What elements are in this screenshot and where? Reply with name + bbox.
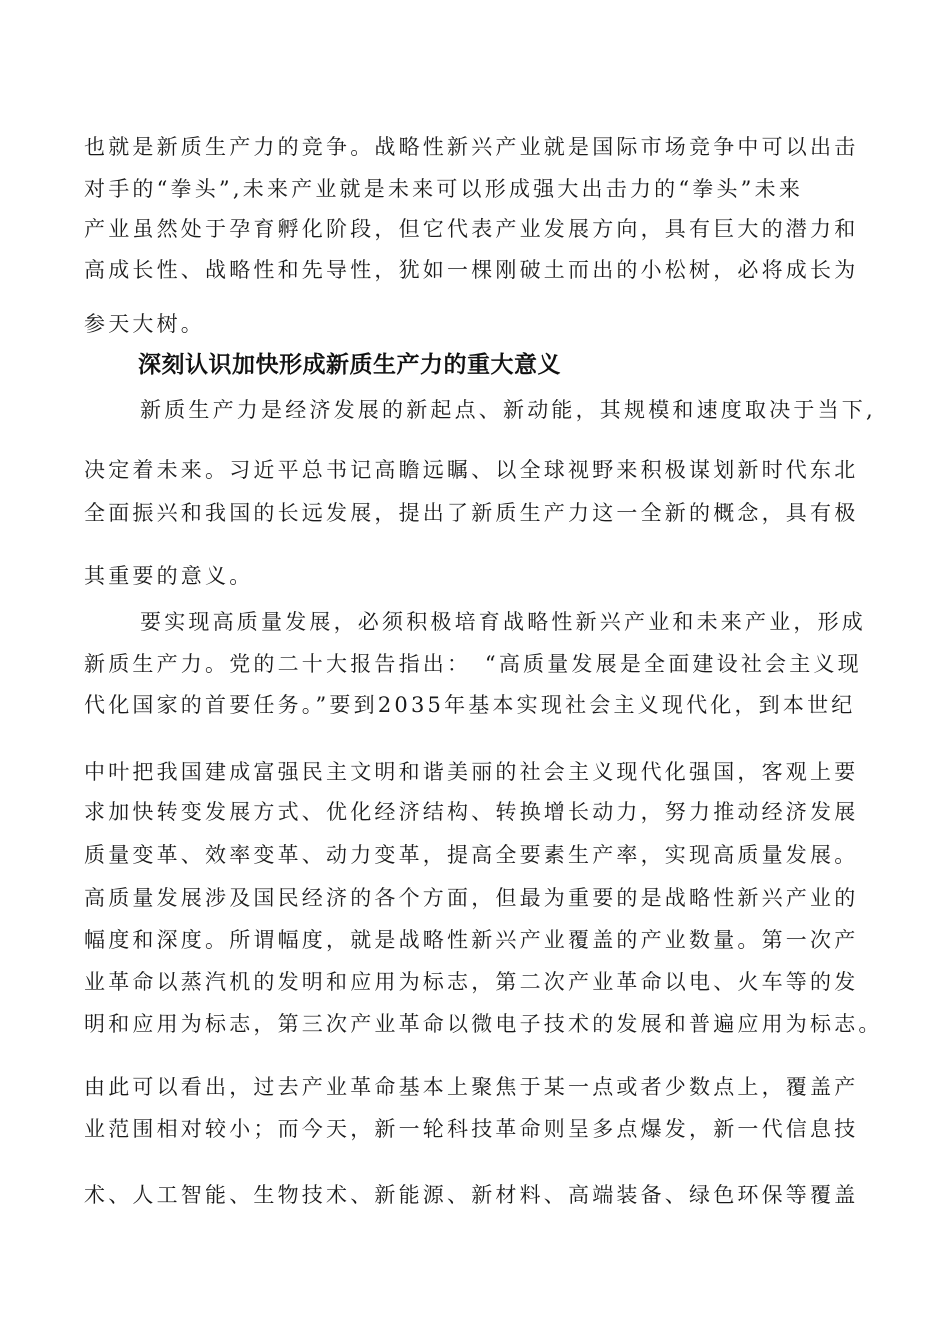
paragraph-line: 对手的“拳头”,未来产业就是未来可以形成强大出击力的“拳头”未来 [84,177,804,201]
paragraph-line: 决定着未来。习近平总书记高瞻远瞩、以全球视野来积极谋划新时代东北 [84,458,859,482]
paragraph-line: 质量变革、效率变革、动力变革，提高全要素生产率，实现高质量发展。 [84,843,859,867]
paragraph-line: 要实现高质量发展，必须积极培育战略性新兴产业和未来产业，形成 [140,610,866,634]
paragraph-line: 也就是新质生产力的竞争。战略性新兴产业就是国际市场竞争中可以出击 [84,135,859,159]
paragraph-line: 产业虽然处于孕育孵化阶段，但它代表产业发展方向，具有巨大的潜力和 [84,217,859,241]
paragraph-line: 新质生产力是经济发展的新起点、新动能，其规模和速度取决于当下, [140,398,876,422]
paragraph-line: 高质量发展涉及国民经济的各个方面，但最为重要的是战略性新兴产业的 [84,886,859,910]
paragraph-line: 中叶把我国建成富强民主文明和谐美丽的社会主义现代化强国，客观上要 [84,760,859,784]
paragraph-line: 业革命以蒸汽机的发明和应用为标志，第二次产业革命以电、火车等的发 [84,970,859,994]
paragraph-line: 幅度和深度。所谓幅度，就是战略性新兴产业覆盖的产业数量。第一次产 [84,928,859,952]
paragraph-line: 高成长性、战略性和先导性，犹如一棵刚破土而出的小松树，必将成长为 [84,258,859,282]
paragraph-line: 求加快转变发展方式、优化经济结构、转换增长动力，努力推动经济发展 [84,800,859,824]
paragraph-line: 明和应用为标志，第三次产业革命以微电子技术的发展和普遍应用为标志。 [84,1012,883,1036]
paragraph-line: 业范围相对较小；而今天，新一轮科技革命则呈多点爆发，新一代信息技 [84,1117,859,1141]
section-heading: 深刻认识加快形成新质生产力的重大意义 [138,352,561,378]
paragraph-line: 其重要的意义。 [84,564,254,588]
paragraph-line: 新质生产力。党的二十大报告指出： “高质量发展是全面建设社会主义现 [84,652,862,676]
paragraph-line: 参天大树。 [84,312,205,336]
paragraph-line: 由此可以看出，过去产业革命基本上聚焦于某一点或者少数点上，覆盖产 [84,1075,859,1099]
paragraph-line: 全面振兴和我国的长远发展，提出了新质生产力这一全新的概念，具有极 [84,501,859,525]
paragraph-line: 术、人工智能、生物技术、新能源、新材料、高端装备、绿色环保等覆盖 [84,1183,859,1207]
paragraph-line: 代化国家的首要任务。”要到2035年基本实现社会主义现代化，到本世纪 [84,693,856,717]
